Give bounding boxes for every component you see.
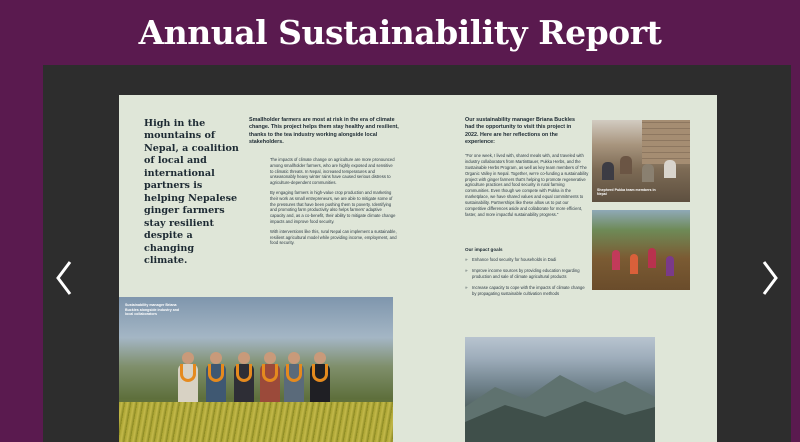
goal-text: Increase capacity to cope with the impacts of climate change by propagating sustainable cultivation methods	[472, 284, 585, 296]
impact-goals-heading: Our impact goals	[465, 247, 503, 252]
field-photo	[592, 210, 690, 290]
person-figure	[620, 156, 632, 174]
person-figure	[602, 162, 614, 180]
person-figure	[642, 164, 654, 182]
intro-paragraph: Smallholder farmers are most at risk in the era of climate change. This project helps them stay healthy and resilient, thanks to the tea industry working alongside local stakeholders.	[249, 117, 399, 146]
list-item	[465, 268, 585, 280]
person-figure	[630, 254, 638, 274]
body-paragraph: The impacts of climate change on agriculture are more pronounced among smallholder farmers, who are highly exposed and sensitive to climatic threats. In Nepal, increased temperatures and unseasonably heavy winter rains have caused serious distress to agriculture-dependent communities.	[270, 157, 395, 186]
goal-text: Enhance food security for households in Dadi	[472, 257, 557, 262]
previous-page-button[interactable]	[52, 258, 76, 298]
stone-wall	[642, 120, 690, 164]
impact-goals-list	[465, 257, 585, 301]
person-figure	[664, 160, 676, 178]
village-photo-caption: Shepherd Pukka team members in Nepal	[597, 187, 656, 197]
person-figure	[666, 256, 674, 276]
body-paragraph: With interventions like this, rural Nepal can implement a sustainable, resilient agricultural model while providing income, employment, and food security.	[270, 228, 397, 246]
reflection-quote: "For one week, I lived with, shared meals with, and traveled with industry collaborators from MartinBauer, Pukka Herbs, and the Sustainable Herbs Program, as well as key team members of The Organic Valley in Nepal. Together, we're co-funding a sustainability project with ginger farmers that's helping to promote regenerative agriculture practices and food security in rural farming communities. Even though we compete with Pukka in the marketplace, we have shared values and equal commitments to sustainability. Partnerships like these allow us to put our competitive differences aside and collaborate for more efficient, faster, and more impactful sustainability progress."	[465, 153, 589, 217]
report-page-spread	[119, 95, 717, 442]
team-photo-caption: Sustainability manager Briana Buckles alongside industry and local collaborators	[125, 303, 180, 317]
chevron-bullet-icon: »	[465, 267, 468, 273]
goal-text: Improve income sources by providing education regarding production and sale of climate agricultural products	[472, 267, 580, 279]
chevron-right-icon	[758, 258, 782, 298]
body-paragraph: By engaging farmers in high-value crop production and marketing their work as small entrepreneurs, we are able to mitigate some of the pressures that have been pushing them to poverty. Identifying and promoting farm productivity also helps farmers' adaptive capacity and, as a co-benefit, their ability to mitigate climate change impacts and improve food security.	[270, 189, 396, 224]
next-page-button[interactable]	[758, 258, 782, 298]
person-figure	[612, 250, 620, 270]
grass-field	[119, 402, 393, 442]
list-item	[465, 285, 585, 297]
reflection-intro: Our sustainability manager Briana Buckles had the opportunity to visit this project in 2022. Here are her reflections on the experience:	[465, 117, 575, 146]
spread-headline: High in the mountains of Nepal, a coalition of local and international partners is helping Nepalese ginger farmers stay resilient despite a changing climate.	[144, 118, 239, 267]
team-photo	[119, 297, 393, 442]
body-text	[270, 157, 397, 250]
person-figure	[648, 248, 656, 268]
report-title: Annual Sustainability Report	[138, 12, 662, 52]
report-header	[0, 0, 800, 64]
chevron-bullet-icon: »	[465, 257, 468, 262]
chevron-left-icon	[52, 258, 76, 298]
mountain-ridge	[465, 367, 655, 442]
list-item	[465, 257, 585, 263]
chevron-bullet-icon: »	[465, 284, 468, 290]
mountain-photo	[465, 337, 655, 442]
village-photo	[592, 120, 690, 202]
